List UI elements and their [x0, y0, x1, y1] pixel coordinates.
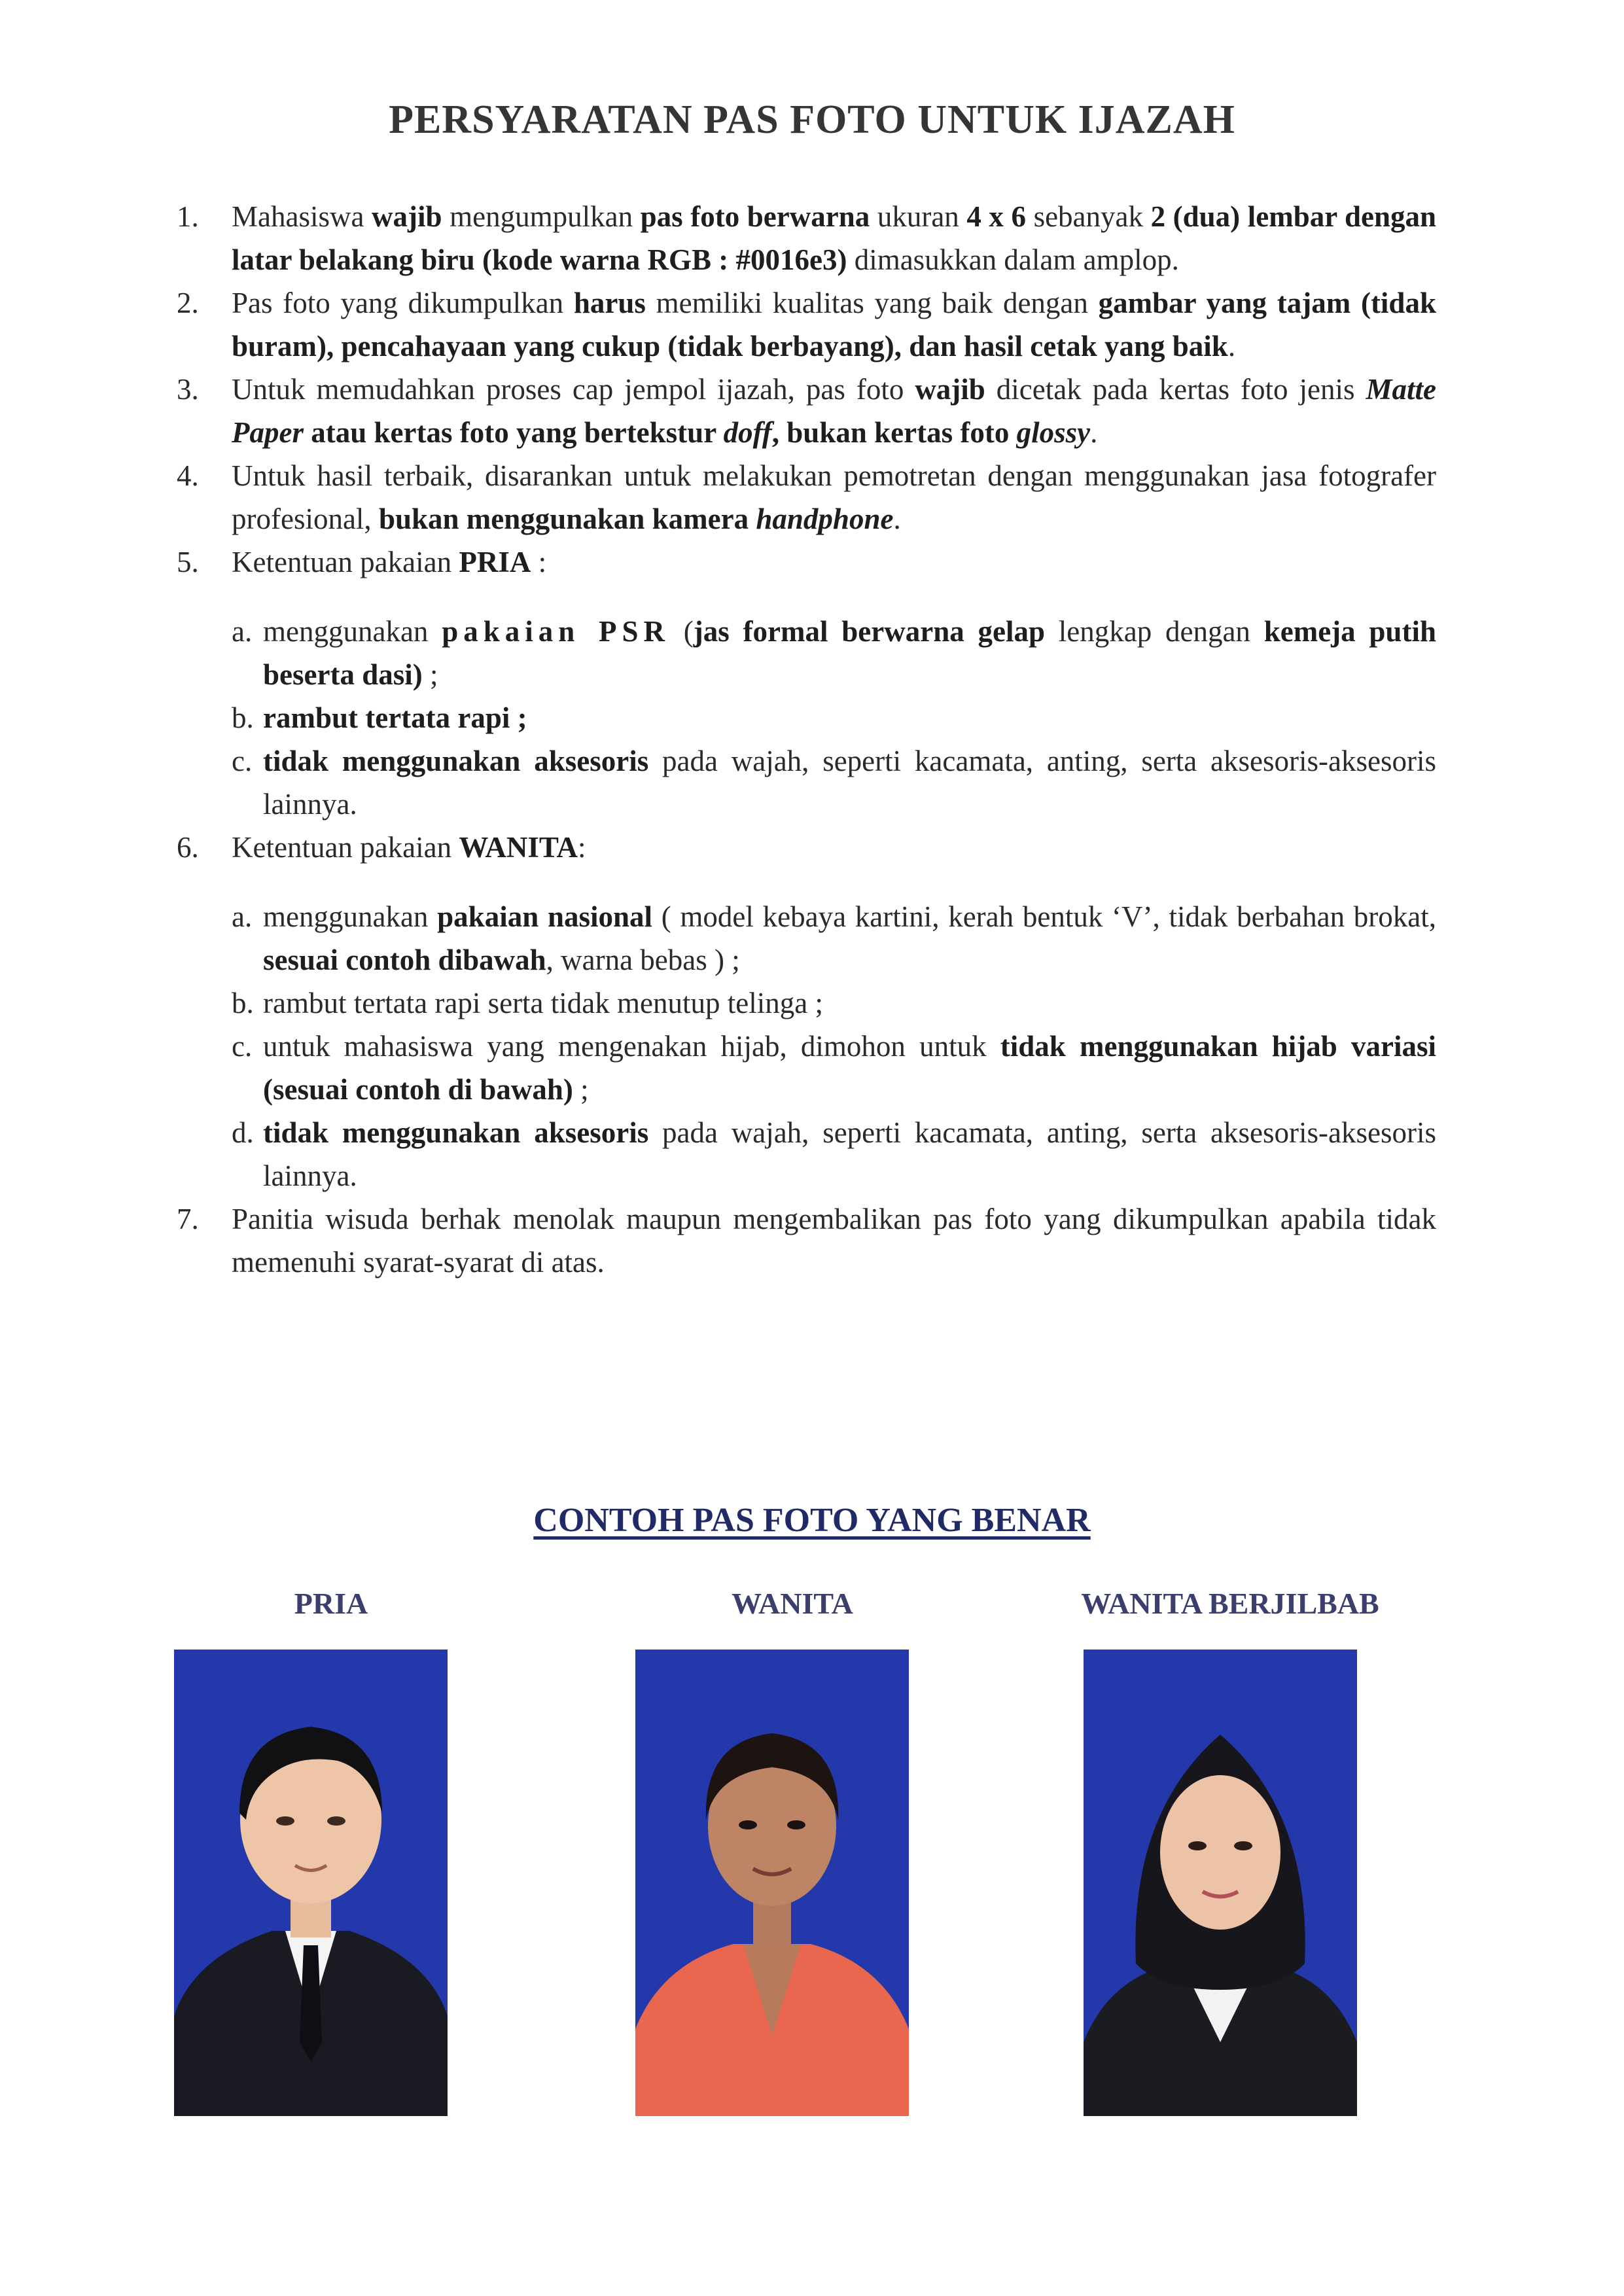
text-segment: ( model kebaya kartini, kerah bentuk ‘V’, tidak berbahan brokat,	[652, 900, 1436, 933]
subitem-letter: a.	[232, 900, 253, 933]
text-segment: Untuk hasil terbaik, disarankan untuk melakukan pemotretan dengan menggunakan jasa fotografer profesional,	[232, 459, 1436, 535]
requirement-subitem	[177, 739, 1436, 826]
text-segment: Panitia wisuda berhak menolak maupun mengembalikan pas foto yang dikumpulkan apabila tidak memenuhi syarat-syarat di atas.	[232, 1203, 1436, 1279]
text-segment: tidak menggunakan aksesoris	[263, 1116, 649, 1149]
text-segment: , warna bebas ) ;	[546, 944, 740, 976]
text-segment: pada wajah, seperti kacamata, anting, serta aksesoris-aksesoris lainnya.	[263, 1116, 1436, 1192]
text-segment: , bukan kertas foto	[771, 416, 1017, 449]
text-segment: pakaian nasional	[437, 900, 653, 933]
requirement-item	[177, 281, 1436, 368]
item-number: 7.	[177, 1203, 199, 1235]
text-segment: jas formal berwarna gelap	[693, 615, 1046, 648]
text-segment: mengumpulkan	[442, 200, 641, 233]
text-segment: tidak menggunakan aksesoris	[263, 745, 649, 777]
text-segment: memiliki kualitas yang baik dengan	[645, 287, 1099, 319]
text-segment: pakaian PSR	[442, 615, 671, 648]
text-segment: Pas foto yang dikumpulkan	[232, 287, 574, 319]
text-segment: :	[578, 831, 586, 864]
text-segment: pada wajah, seperti kacamata, anting, serta aksesoris-aksesoris lainnya.	[263, 745, 1436, 821]
text-segment: wajib	[372, 200, 442, 233]
text-segment: pas foto berwarna	[640, 200, 870, 233]
subitem-letter: c.	[232, 1030, 253, 1063]
subitem-letter: c.	[232, 745, 253, 777]
photo-wanita-berjilbab	[1084, 1650, 1357, 2116]
text-segment: dicetak pada kertas foto jenis	[985, 373, 1366, 406]
text-segment: menggunakan	[263, 900, 438, 933]
requirement-subitem	[177, 895, 1436, 981]
requirement-item	[177, 1197, 1436, 1284]
text-segment: ;	[573, 1073, 589, 1106]
requirement-item	[177, 195, 1436, 281]
text-segment: kemeja putih beserta dasi)	[263, 615, 1436, 691]
requirement-subitem	[177, 1025, 1436, 1111]
text-segment: glossy	[1016, 416, 1091, 449]
subitem-letter: a.	[232, 615, 253, 648]
item-number: 3.	[177, 373, 199, 406]
page-title: PERSYARATAN PAS FOTO UNTUK IJAZAH	[389, 97, 1235, 142]
text-segment: 4 x 6	[966, 200, 1026, 233]
photo-pria	[174, 1650, 448, 2116]
text-segment: ukuran	[870, 200, 967, 233]
text-segment: PRIA	[459, 546, 531, 578]
text-segment: 2 (dua) lembar dengan latar belakang biru (kode warna RGB : #0016e3)	[232, 200, 1437, 276]
label-wanita-berjilbab: WANITA BERJILBAB	[1081, 1587, 1379, 1620]
label-pria: PRIA	[294, 1587, 368, 1620]
text-segment: sesuai contoh dibawah	[263, 944, 546, 976]
text-segment: (	[670, 615, 694, 648]
item-number: 4.	[177, 459, 199, 492]
subitem-letter: b.	[232, 701, 254, 734]
text-segment: Untuk memudahkan proses cap jempol ijazah, pas foto	[232, 373, 915, 406]
text-segment: .	[1227, 330, 1236, 362]
text-segment: atau kertas foto yang bertekstur	[303, 416, 724, 449]
text-segment: Matte Paper	[232, 373, 1436, 449]
requirement-subitem	[177, 696, 1436, 739]
text-segment: Ketentuan pakaian	[232, 546, 459, 578]
text-segment: Mahasiswa	[232, 200, 372, 233]
text-segment: bukan menggunakan kamera	[378, 503, 756, 535]
requirements-list	[177, 195, 1436, 1284]
requirement-item	[177, 540, 1436, 584]
text-segment: harus	[573, 287, 646, 319]
photo-wanita	[635, 1650, 909, 2116]
requirement-item	[177, 454, 1436, 540]
text-segment: ;	[422, 658, 438, 691]
text-segment: sebanyak	[1026, 200, 1151, 233]
item-number: 5.	[177, 546, 199, 578]
text-segment: doff	[723, 416, 772, 449]
text-segment: WANITA	[459, 831, 578, 864]
text-segment: gambar yang tajam (tidak buram), pencahayaan yang cukup (tidak berbayang), dan hasil cetak yang baik	[232, 287, 1436, 362]
requirement-subitem	[177, 610, 1436, 696]
subitem-letter: d.	[232, 1116, 254, 1149]
requirement-item	[177, 368, 1436, 454]
label-wanita: WANITA	[732, 1587, 853, 1620]
item-number: 1.	[177, 200, 199, 233]
examples-title: CONTOH PAS FOTO YANG BENAR	[533, 1502, 1091, 1539]
text-segment: dimasukkan dalam amplop.	[847, 243, 1179, 276]
text-segment: .	[1090, 416, 1098, 449]
item-number: 6.	[177, 831, 199, 864]
text-segment: tidak menggunakan hijab variasi (sesuai contoh di bawah)	[263, 1030, 1436, 1106]
requirement-subitem	[177, 981, 1436, 1025]
text-segment: .	[893, 503, 901, 535]
text-segment: lengkap dengan	[1045, 615, 1264, 648]
item-number: 2.	[177, 287, 199, 319]
text-segment: untuk mahasiswa yang mengenakan hijab, dimohon untuk	[263, 1030, 1000, 1063]
text-segment: wajib	[915, 373, 985, 406]
text-segment: handphone	[756, 503, 894, 535]
text-segment: Ketentuan pakaian	[232, 831, 459, 864]
text-segment: rambut tertata rapi serta tidak menutup telinga ;	[263, 987, 823, 1019]
text-segment: :	[531, 546, 547, 578]
requirement-item	[177, 826, 1436, 869]
text-segment: rambut tertata rapi ;	[263, 701, 527, 734]
text-segment: menggunakan	[263, 615, 442, 648]
requirement-subitem	[177, 1111, 1436, 1197]
subitem-letter: b.	[232, 987, 254, 1019]
